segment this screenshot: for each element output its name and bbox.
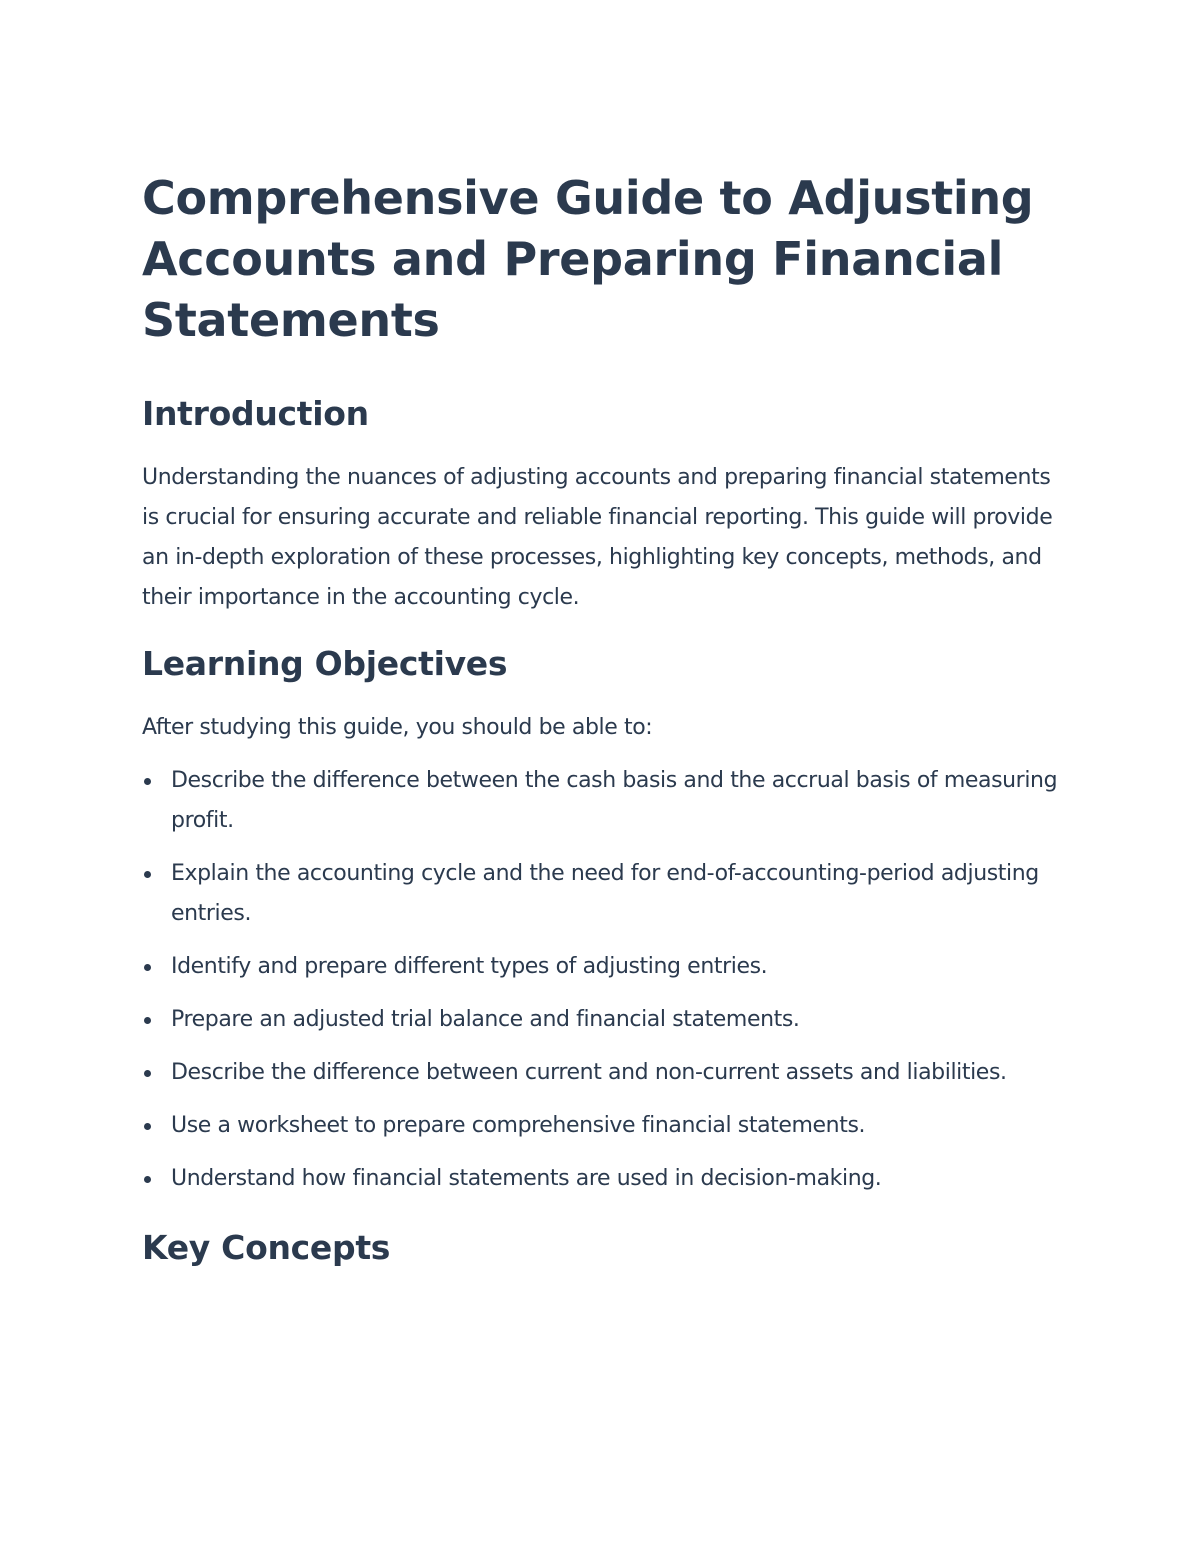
bullet-icon [144,1017,151,1024]
document-page [142,168,1072,1270]
list-item [142,1106,1072,1146]
list-item-text: Identify and prepare different types of adjusting entries. [171,954,768,979]
list-item [142,1000,1072,1040]
bullet-icon [144,778,151,785]
list-item [142,1053,1072,1093]
list-item-text: Use a worksheet to prepare comprehensive financial statements. [171,1113,866,1138]
introduction-paragraph: Understanding the nuances of adjusting accounts and preparing financial statements is crucial for ensuring accurate and reliable financial reporting. This guide will provide an in-depth exploration of these processes, highlighting key concepts, methods, and their importance in the accounting cycle. [142,465,1053,610]
list-item [142,854,1072,934]
list-item [142,947,1072,987]
list-item-text: Understand how financial statements are used in decision-making. [171,1166,882,1191]
list-item-text: Prepare an adjusted trial balance and financial statements. [171,1007,800,1032]
learning-objectives-list [142,761,1072,1199]
key-concepts-heading: Key Concepts [142,1228,391,1267]
list-item [142,761,1072,841]
list-item-text: Describe the difference between the cash basis and the accrual basis of measuring profit. [171,768,1058,833]
learning-objectives-heading: Learning Objectives [142,644,508,683]
learning-objectives-lead: After studying this guide, you should be able to: [142,715,653,740]
introduction-heading: Introduction [142,394,369,433]
list-item [142,1159,1072,1199]
bullet-icon [144,871,151,878]
bullet-icon [144,1070,151,1077]
bullet-icon [144,1176,151,1183]
bullet-icon [144,1123,151,1130]
bullet-icon [144,964,151,971]
list-item-text: Describe the difference between current and non-current assets and liabilities. [171,1060,1007,1085]
list-item-text: Explain the accounting cycle and the need for end-of-accounting-period adjusting entries. [171,861,1039,926]
page-title: Comprehensive Guide to Adjusting Accounts and Preparing Financial Statements [142,171,1034,347]
